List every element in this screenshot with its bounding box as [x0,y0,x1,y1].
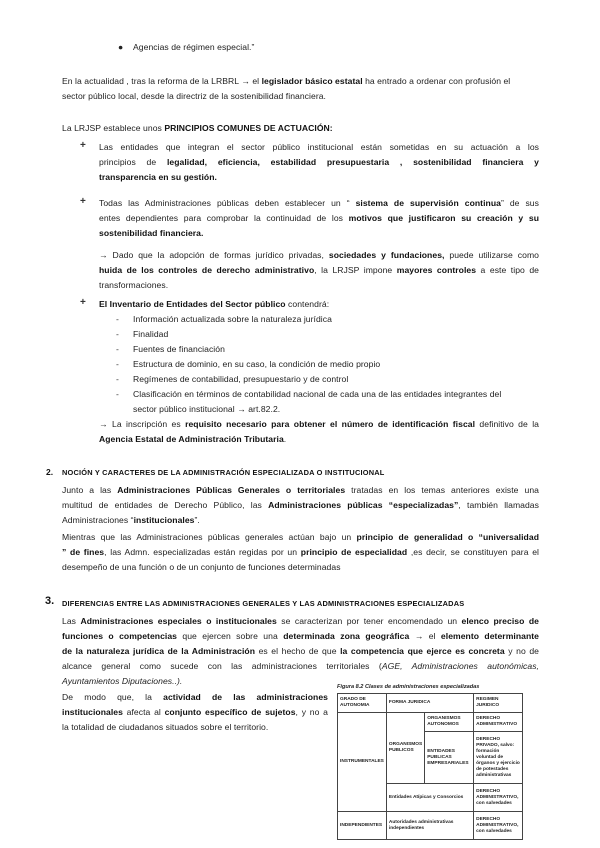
plus-bullet-1: + [80,140,86,151]
section-3-title: DIFERENCIAS ENTRE LAS ADMINISTRACIONES GENERALES Y LAS ADMINISTRACIONES ESPECIALIZADAS [62,599,465,608]
figure-clases-administraciones [337,684,525,840]
cell-derecho-privado: DERECHO PRIVADO, salvo: formación voluntad de órganos y ejercicio de potestades administrativas [474,732,523,784]
section-3-paragraph-1: Las Administraciones especiales o institucionales se caracterizan por tener encomendado un elenco preciso de funciones o competencias que ejercen sobre una determinada zona geográfica → el elemento determinante de la naturaleza jurídica de la Administración es el hecho de que la competencia que ejerce es concreta y no de alcance general como sucede con las administraciones territoriales (AGE, Administraciones autonómicas, Ayuntamientos Diputaciones..). [62,616,540,686]
paragraph-reforma: En la actualidad , tras la reforma de la LRBRL → el legislador básico estatal ha entrado a ordenar con profusión el sector público local, desde la directriz de la sostenibilidad financiera. [62,76,511,101]
cell-entidades-publicas-empresariales: ENTIDADES PUBLICAS EMPRESARIALES [425,732,474,784]
cell-independientes: INDEPENDIENTES [338,812,387,840]
list-item: - Finalidad [116,329,169,339]
cell-autoridades-independientes: Autoridades administrativas independientes [386,812,473,840]
bullet-supervision-text: Todas las Administraciones públicas deben establecer un “ sistema de supervisión continua” de sus entes dependientes para comprobar la continuidad de los motivos que justificaron su creación y su sostenibilidad financiera. → Dado que la adopción de formas jurídico privadas, sociedades y fundaciones, puede utilizarse como huida de los controles de derecho administrativo, la LRJSP impone mayores controles a este tipo de transformaciones. [99,198,539,290]
table-row [338,812,523,840]
list-item: - Información actualizada sobre la naturaleza jurídica [116,314,332,324]
list-item-continuation: sector público institucional → art.82.2. [133,404,281,414]
paragraph-principios: La LRJSP establece unos PRINCIPIOS COMUNES DE ACTUACIÓN: [62,123,333,133]
list-item: - Fuentes de financiación [116,344,225,354]
bullet-inventario-text: El Inventario de Entidades del Sector público contendrá: [99,299,330,309]
section-2-title: NOCIÓN Y CARACTERES DE LA ADMINISTRACIÓN ESPECIALIZADA O INSTITUCIONAL [62,468,385,477]
list-item: - Estructura de dominio, en su caso, la condición de medio propio [116,359,381,369]
top-bullet-dot: ● [118,42,124,52]
cell-entidades-atipicas: Entidades Atípicas y Consorcios [386,784,473,812]
section-2-paragraph-2: Mientras que las Administraciones públicas generales actúan bajo un principio de generalidad o “universalidad ” de fines, las Admn. especializadas están regidas por un principio de especialidad ,es decir, se constituyen para el desempeño de una función o de un conjunto de funciones determinadas [62,532,539,572]
inventario-nif-note: → La inscripción es requisito necesario para obtener el número de identificación fiscal definitivo de la Agencia Estatal de Administración Tributaria. [99,419,539,444]
table-row [338,694,523,713]
cell-derecho-administrativo-salvedades: DERECHO ADMINISTRATIVO, con salvedades [474,784,523,812]
cell-organismos-publicos: ORGANISMOS PUBLICOS [386,713,424,784]
cell-organismos-autonomos: ORGANISMOS AUTONOMOS [425,713,474,732]
header-grado-autonomia: GRADO DE AUTONOMIA [338,694,387,713]
figure-table [337,693,523,840]
cell-derecho-administrativo: DERECHO ADMINISTRATIVO [474,713,523,732]
section-3-number: 3. [45,595,55,607]
section-2-paragraph-1: Junto a las Administraciones Públicas Generales o territoriales tratadas en los temas anteriores existe una multitud de entidades de Derecho Público, las Administraciones públicas “especializadas”, también llamadas Administraciones “institucionales”. [62,485,539,525]
list-item: - Clasificación en términos de contabilidad nacional de cada una de las entidades integrantes del [116,389,502,399]
top-bullet-text: Agencias de régimen especial.” [133,42,255,52]
table-row [338,713,523,732]
cell-instrumentales: INSTRUMENTALES [338,713,387,812]
header-regimen-juridico: REGIMEN JURIDICO [474,694,523,713]
cell-derecho-administrativo-salvedades-2: DERECHO ADMINISTRATIVO, con salvedades [474,812,523,840]
section-3-paragraph-2: De modo que, la actividad de las administraciones institucionales afecta al conjunto específico de sujetos, y no a la totalidad de ciudadanos situados sobre el territorio. [62,692,329,732]
list-item: - Regímenes de contabilidad, presupuestario y de control [116,374,349,384]
plus-bullet-2: + [80,196,86,207]
bullet-principios-text: Las entidades que integran el sector público institucional están sometidas en su actuación a los principios de legalidad, eficiencia, estabilidad presupuestaria , sostenibilidad financiera y transparencia en su gestión. [99,142,539,182]
section-2-number: 2. [46,467,54,477]
inventario-list [116,312,540,417]
header-forma-juridica: FORMA JURIDICA [386,694,473,713]
plus-bullet-3: + [80,297,86,308]
figure-caption: Figura 8.2 Clases de administraciones especializadas [337,684,480,690]
